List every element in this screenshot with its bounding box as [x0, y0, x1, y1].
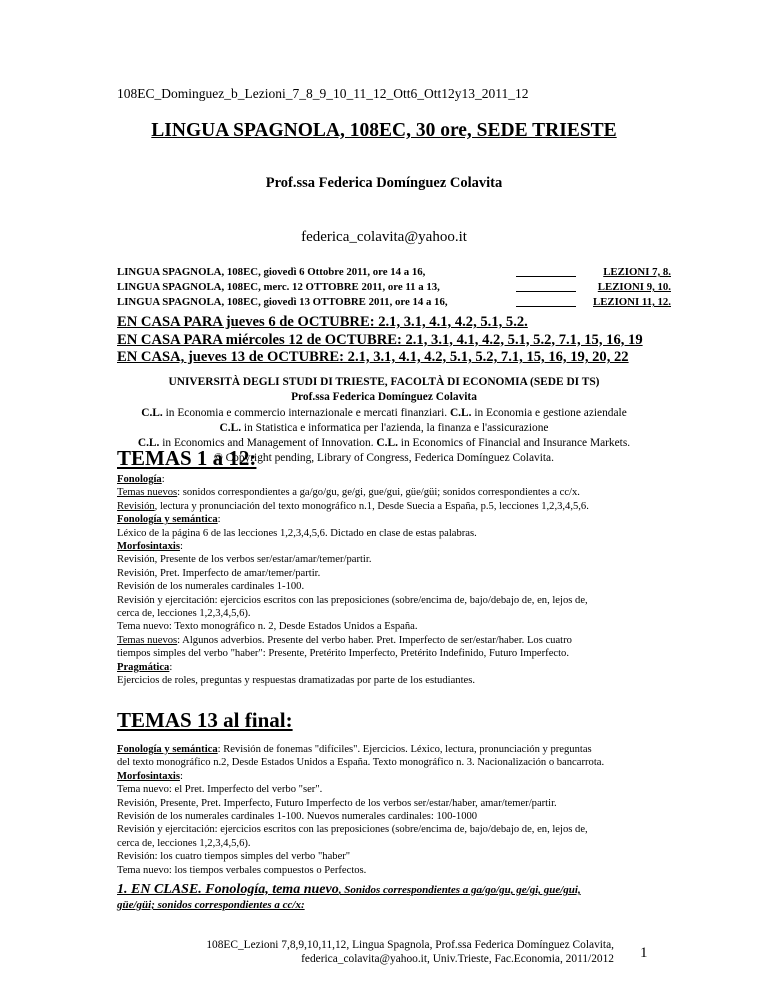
heading-line [117, 473, 677, 486]
homework-item: EN CASA, jueves 13 de OCTUBRE: 2.1, 3.1, 4.1, 4.2, 5.1, 5.2, 7.1, 15, 16, 19, 20, 22 [117, 349, 629, 365]
temas-13-final-content [117, 743, 677, 877]
degree-line [0, 406, 768, 421]
exercise-line [117, 882, 581, 897]
text: : Revisión de fonemas "difíciles". Ejercicios. Léxico, lectura, pronunciación y preguntas [217, 744, 592, 755]
degree-text: in Economia e commercio internazionale e mercati finanziari. [162, 406, 450, 419]
text-line: Revisión de los numerales cardinales 1-100. Nuevos numerales cardinales: 100-1000 [117, 811, 478, 823]
exercise-1-heading [117, 882, 581, 912]
lesson-schedule [117, 265, 671, 310]
text-line: cerca de, lecciones 1,2,3,4,5,6). [117, 608, 251, 620]
text-line [117, 634, 677, 647]
cl-label: C.L. [141, 406, 163, 419]
lesson-description: LINGUA SPAGNOLA, 108EC, giovedì 6 Ottobre 2011, ore 14 a 16, [117, 266, 426, 278]
text-line: Tema nuevo: los tiempos verbales compuestos o Perfectos. [117, 864, 367, 876]
label-temas-nuevos: Temas nuevos [117, 487, 178, 499]
cl-label: C.L. [219, 421, 242, 434]
text: : sonidos correspondientes a ga/go/gu, ge/gi, gue/gui, güe/güi; sonidos correspondientes a cc/x. [177, 487, 580, 499]
text-line [117, 486, 677, 499]
lesson-row [117, 280, 671, 295]
text-line: Revisión, Presente, Pret. Imperfecto, Futuro Imperfecto de los verbos ser/estar/haber, amar/temer/partir. [117, 797, 557, 809]
colon: : [179, 541, 183, 553]
degree-text: in Economics of Financial and Insurance Markets. [397, 437, 631, 450]
heading-fonologia-semantica: Fonología y semántica [117, 744, 218, 755]
text: : Algunos adverbios. Presente del verbo haber. Pret. Imperfecto de ser/estar/haber. Los cuatro [177, 634, 572, 646]
homework-list [117, 314, 643, 367]
text-line: Revisión y ejercitación: ejercicios escritos con las preposiciones (sobre/encima de, bajo/debajo de, en, lejos de, [117, 594, 588, 606]
exercise-subtitle: güe/güi; sonidos correspondientes a cc/x: [117, 899, 305, 911]
cl-label: C.L. [376, 437, 398, 450]
footer-line: federica_colavita@yahoo.it, Univ.Trieste, Fac.Economia, 2011/2012 [301, 953, 614, 965]
degree-text: in Economia e gestione aziendale [471, 406, 627, 419]
cl-label: C.L. [137, 437, 160, 450]
page-number: 1 [640, 945, 648, 961]
label-temas-nuevos: Temas nuevos [117, 634, 178, 646]
colon: : [217, 514, 221, 526]
colon: : [161, 474, 165, 485]
text-line: Léxico de la página 6 de las lecciones 1,2,3,4,5,6. Dictado en clase de estas palabras. [117, 527, 477, 539]
colon: : [179, 770, 183, 782]
lesson-numbers: LEZIONI 7, 8. [603, 266, 671, 278]
underline-gap [516, 276, 576, 277]
text-line: Tema nuevo: el Pret. Imperfecto del verbo "ser". [117, 784, 323, 796]
footer-line: 108EC_Lezioni 7,8,9,10,11,12, Lingua Spagnola, Prof.ssa Federica Domínguez Colavita, [206, 939, 614, 951]
text-line: Revisión de los numerales cardinales 1-100. [117, 581, 305, 593]
professor-email: federica_colavita@yahoo.it [301, 229, 467, 245]
degree-line [0, 421, 768, 436]
text-line: Revisión y ejercitación: ejercicios escritos con las preposiciones (sobre/encima de, bajo/debajo de, en, lejos de, [117, 824, 588, 836]
page-footer [0, 938, 614, 966]
text-line: Revisión: los cuatro tiempos simples del verbo "haber" [117, 851, 351, 863]
text-line [117, 500, 677, 513]
section-title-temas-1-12: TEMAS 1 a 12: [117, 446, 257, 470]
cl-label: C.L. [449, 406, 472, 419]
degree-text: in Statistica e informatica per l'azienda, la finanza e l'assicurazione [241, 421, 549, 434]
lesson-row [117, 295, 671, 310]
heading-morfosintaxis: Morfosintaxis [117, 541, 180, 553]
text-line: Revisión, Pret. Imperfecto de amar/temer/partir. [117, 567, 321, 579]
homework-item: EN CASA PARA miércoles 12 de OCTUBRE: 2.1, 3.1, 4.1, 4.2, 5.1, 5.2, 7.1, 15, 16, 19 [117, 331, 643, 348]
university-professor: Prof.ssa Federica Domínguez Colavita [291, 391, 477, 404]
text-line [117, 743, 677, 756]
heading-fonologia: Fonología [117, 474, 162, 485]
text-line: cerca de, lecciones 1,2,3,4,5,6). [117, 837, 251, 849]
exercise-subtitle: , Sonidos correspondientes a ga/go/gu, ge/gi, gue/gui, [338, 884, 581, 896]
text-line: tiempos simples del verbo "haber": Presente, Pretérito Imperfecto, Pretérito Indefinido, Futuro Imperfecto. [117, 648, 569, 660]
colon: : [169, 661, 173, 673]
university-block [0, 375, 768, 467]
exercise-title: 1. EN CLASE. Fonología, tema nuevo [117, 882, 339, 897]
underline-gap [516, 306, 576, 307]
file-header: 108EC_Dominguez_b_Lezioni_7_8_9_10_11_12_Ott6_Ott12y13_2011_12 [117, 86, 529, 101]
temas-1-12-content [117, 473, 677, 688]
heading-pragmatica: Pragmática [117, 661, 170, 673]
copyright-line: © Copyright pending, Library of Congress, Federica Domínguez Colavita. [214, 452, 554, 465]
page-title: LINGUA SPAGNOLA, 108EC, 30 ore, SEDE TRIESTE [151, 120, 617, 141]
text-line: Ejercicios de roles, preguntas y respuestas dramatizadas por parte de los estudiantes. [117, 675, 476, 687]
heading-line [117, 661, 677, 674]
heading-line [117, 770, 677, 783]
degree-line [0, 436, 768, 451]
exercise-line [117, 897, 581, 912]
professor-name: Prof.ssa Federica Domínguez Colavita [265, 175, 503, 191]
lesson-description: LINGUA SPAGNOLA, 108EC, merc. 12 OTTOBRE 2011, ore 11 a 13, [117, 281, 440, 293]
text-line: Revisión, Presente de los verbos ser/estar/amar/temer/partir. [117, 554, 372, 566]
underline-gap [516, 291, 576, 292]
heading-fonologia-semantica: Fonología y semántica [117, 514, 218, 526]
text-line: del texto monográfico n.2, Desde Estados Unidos a España. Texto monográfico n. 3. Nacionalización o bancarrota. [117, 757, 605, 769]
lesson-row [117, 265, 671, 280]
text-line: Tema nuevo: Texto monográfico n. 2, Desde Estados Unidos a España. [117, 621, 418, 633]
section-title-temas-13-final: TEMAS 13 al final: [117, 708, 293, 732]
heading-line [117, 513, 677, 526]
degree-text: in Economics and Management of Innovation. [159, 437, 377, 450]
lesson-description: LINGUA SPAGNOLA, 108EC, giovedì 13 OTTOBRE 2011, ore 14 a 16, [117, 296, 448, 308]
lesson-numbers: LEZIONI 9, 10. [597, 281, 671, 293]
university-name: UNIVERSITÀ DEGLI STUDI DI TRIESTE, FACOLTÀ DI ECONOMIA (SEDE DI TS) [168, 376, 600, 388]
text: , lectura y pronunciación del texto monográfico n.1, Desde Suecia a España, p.5, lecciones 1,2,3,4,5,6. [154, 500, 589, 512]
heading-line [117, 540, 677, 553]
lesson-numbers: LEZIONI 11, 12. [593, 296, 671, 308]
heading-morfosintaxis: Morfosintaxis [117, 770, 180, 782]
label-revision: Revisión [117, 500, 155, 512]
homework-item: EN CASA PARA jueves 6 de OCTUBRE: 2.1, 3.1, 4.1, 4.2, 5.1, 5.2. [117, 314, 528, 330]
